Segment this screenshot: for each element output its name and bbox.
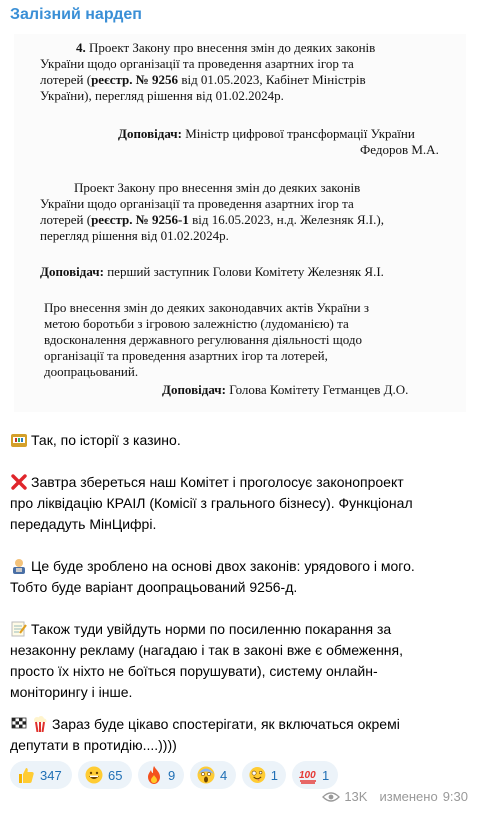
message-meta (322, 789, 468, 804)
message-line: Також туди увійдуть норми по посиленню покарання за (31, 621, 392, 637)
item1-line4: України), перегляд рішення від 01.02.2024р. (40, 88, 284, 103)
item1-line1 (76, 40, 375, 56)
message-line: незаконну рекламу (нагадаю і так в законі вже є обмеження, (10, 642, 404, 658)
speaker3 (162, 382, 408, 398)
screaming-face-icon (196, 765, 216, 785)
message-paragraph-2 (10, 472, 470, 535)
message-paragraph-4 (10, 619, 470, 703)
message-line: Це буде зроблено на основі двох законів: урядового і мого. (31, 558, 415, 574)
reaction-count: 1 (322, 767, 330, 783)
reaction-count: 1 (270, 767, 278, 783)
message-line: Тобто буде варіант доопрацьований 9256-д. (10, 579, 298, 595)
message-line: Завтра збереться наш Комітет і проголосує законопроект (31, 474, 404, 490)
red-cross-icon (10, 474, 28, 490)
memo-icon (10, 621, 28, 637)
channel-title[interactable]: Залізний нардеп (10, 6, 142, 23)
item2-reg-number: реєстр. № 9256-1 (91, 212, 189, 227)
message-paragraph-5 (10, 714, 470, 756)
popcorn-icon (31, 716, 49, 732)
speaker3-label: Доповідач: (162, 382, 226, 397)
edited-label: изменено (379, 789, 438, 804)
item1-line3 (40, 72, 366, 88)
zany-face-icon (248, 765, 267, 785)
reaction-count: 9 (168, 767, 176, 783)
reaction-count: 65 (108, 767, 123, 783)
item2-line3a: лотерей ( (40, 212, 92, 227)
message-line: депутати в протидію....)))) (10, 737, 177, 753)
item1-text: Проект Закону про внесення змін до деяких законів (89, 40, 376, 55)
speaker1 (118, 126, 415, 142)
message-line: Зараз буде цікаво спостерігати, як включаться окремі (52, 716, 400, 732)
slot-machine-icon (10, 432, 28, 448)
views-count: 13K (344, 789, 368, 804)
speaker1-label: Доповідач: (118, 126, 182, 141)
item3-line4: організації та проведення азартних ігор та лотерей, (44, 348, 328, 363)
speaker2 (40, 264, 384, 280)
fire-icon (144, 765, 164, 785)
speaker2-role: перший заступник Голови Комітету Железняк Я.І. (103, 264, 384, 279)
speaker3-role: Голова Комітету Гетманцев Д.О. (225, 382, 409, 397)
reaction-zany[interactable] (242, 761, 286, 789)
reaction-grinning[interactable] (78, 761, 132, 789)
message-line: просто їх ніхто не боїться порушувати), систему онлайн- (10, 663, 378, 679)
speaker1-name: Федоров М.А. (360, 142, 439, 157)
message-line: Так, по історії з казино. (31, 432, 181, 448)
reaction-thumbs-up[interactable] (10, 761, 72, 789)
message-paragraph-3 (10, 556, 470, 598)
item1-line3a: лотерей ( (40, 72, 92, 87)
hundred-points-icon (298, 765, 318, 785)
item3-line2: метою боротьби з ігровою залежністю (лудоманією) та (44, 316, 349, 331)
item2-line2: України щодо організації та проведення азартних ігор та (40, 196, 354, 211)
message-line: моніторингу і інше. (10, 684, 133, 700)
reaction-hundred[interactable] (292, 761, 338, 789)
item3-line1: Про внесення змін до деяких законодавчих актів України з (44, 300, 369, 315)
item2-line4: перегляд рішення від 01.02.2024р. (40, 228, 229, 243)
item3-line5: доопрацьований. (44, 364, 139, 379)
svg-text:100: 100 (299, 770, 316, 781)
checkered-flag-icon (10, 716, 28, 732)
message-time: 9:30 (442, 789, 468, 804)
speaker2-label: Доповідач: (40, 264, 104, 279)
reaction-count: 347 (40, 767, 62, 783)
thumbs-up-icon (16, 765, 36, 785)
reaction-fire[interactable] (138, 761, 184, 789)
message-line: про ліквідацію КРАІЛ (Комісії з грального бізнесу). Функціонал (10, 495, 413, 511)
man-technologist-icon (10, 558, 28, 574)
item1-line2: України щодо організації та проведення азартних ігор та (40, 56, 354, 71)
grinning-face-icon (84, 765, 104, 785)
item3-line3: вдосконалення державного регулювання діяльності щодо (44, 332, 362, 347)
message-paragraph-1 (10, 430, 470, 451)
document-screenshot (14, 34, 466, 412)
reaction-screaming[interactable] (190, 761, 236, 789)
item2-line3 (40, 212, 384, 228)
eye-icon (322, 791, 340, 803)
message-line: передадуть МінЦифрі. (10, 516, 157, 532)
item1-number: 4. (76, 40, 86, 55)
reaction-count: 4 (220, 767, 228, 783)
item1-line3b: від 01.05.2023, Кабінет Міністрів (178, 72, 366, 87)
item1-reg-number: реєстр. № 9256 (91, 72, 179, 87)
item2-line3b: від 16.05.2023, н.д. Железняк Я.І.), (188, 212, 384, 227)
item2-line1: Проект Закону про внесення змін до деяких законів (74, 180, 361, 195)
speaker1-role: Міністр цифрової трансформації України (181, 126, 415, 141)
